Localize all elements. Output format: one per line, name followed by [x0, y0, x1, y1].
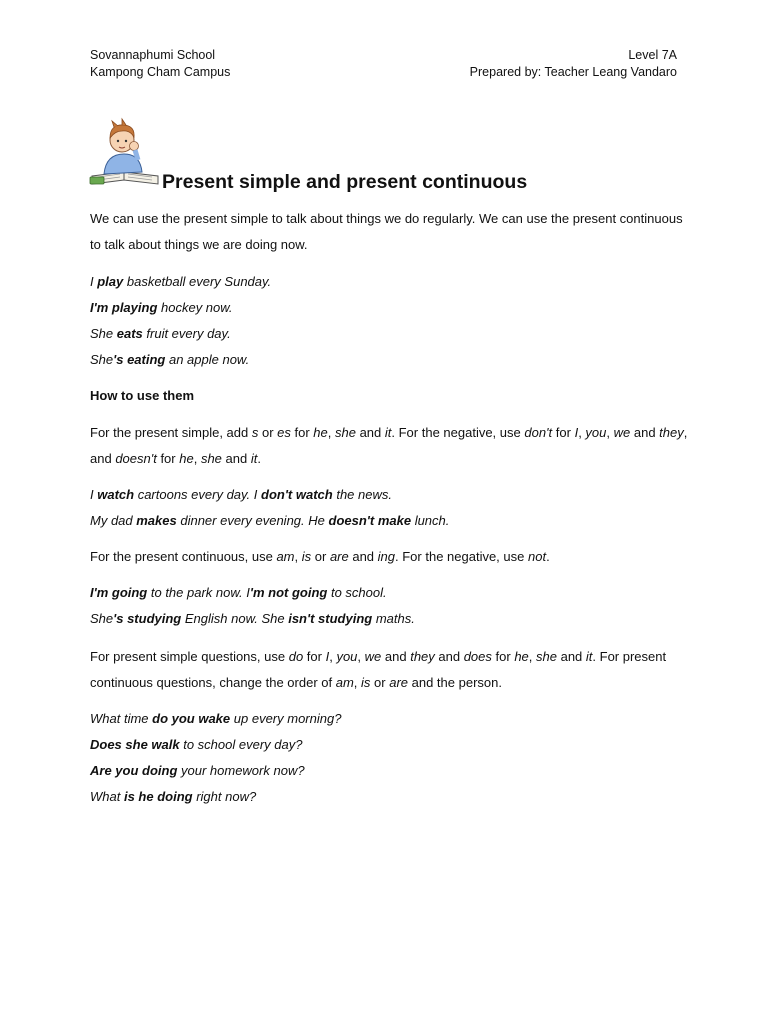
text-segment: What time	[90, 711, 153, 726]
text-segment: and	[221, 451, 251, 466]
text-segment: an apple now.	[165, 352, 250, 367]
italic-term: he	[313, 425, 328, 440]
example-sentence	[90, 487, 392, 502]
text-segment: right now?	[192, 789, 257, 804]
text-segment: She	[90, 326, 117, 341]
boy-reading-illustration	[88, 116, 162, 190]
text-segment: cartoons every day. I	[134, 487, 262, 502]
italic-term: she	[536, 649, 557, 664]
text-segment: ,	[357, 649, 365, 664]
text-segment: My dad	[90, 513, 137, 528]
text-segment: She	[90, 611, 114, 626]
text-segment: or	[311, 549, 330, 564]
text-segment: basketball every Sunday.	[123, 274, 272, 289]
italic-term: she	[200, 451, 222, 466]
bold-verb-phrase: watch	[97, 487, 135, 502]
text-segment: for	[303, 649, 326, 664]
italic-term: ing	[377, 549, 396, 564]
italic-term: s	[251, 425, 259, 440]
italic-term: not	[527, 549, 547, 564]
example-sentence	[90, 513, 449, 528]
bold-verb-phrase: doesn't make	[328, 513, 412, 528]
text-segment: I	[90, 274, 98, 289]
text-segment: maths.	[372, 611, 415, 626]
text-segment: ,	[294, 549, 302, 564]
bold-verb-phrase: play	[97, 274, 124, 289]
example-sentence	[90, 326, 231, 341]
text-segment: ,	[578, 425, 586, 440]
header-left	[90, 47, 230, 81]
text-segment: and	[630, 425, 660, 440]
intro-line-1: We can use the present simple to talk about things we do regularly. We can use the present continuous	[90, 211, 683, 226]
text-segment: up every morning?	[230, 711, 342, 726]
italic-term: am	[276, 549, 295, 564]
text-segment: ,	[353, 675, 362, 690]
bold-verb-phrase: makes	[136, 513, 177, 528]
italic-term: are	[329, 549, 349, 564]
text-segment: to school.	[327, 585, 387, 600]
text-segment: .	[546, 549, 550, 564]
italic-term: it	[384, 425, 392, 440]
example-question	[90, 763, 305, 778]
italic-term: is	[361, 675, 371, 690]
text-segment: for	[290, 425, 314, 440]
text-segment: ,	[329, 649, 337, 664]
text-segment: . For the negative, use	[395, 549, 528, 564]
text-segment: ,	[606, 425, 614, 440]
rule-present-simple-line-1	[90, 425, 687, 440]
italic-term: we	[364, 649, 382, 664]
text-segment: for	[552, 425, 575, 440]
text-segment: to school every day?	[179, 737, 303, 752]
text-segment: dinner every evening. He	[176, 513, 329, 528]
example-sentence	[90, 300, 233, 315]
text-segment: . For the negative, use	[391, 425, 525, 440]
text-segment: and	[355, 425, 385, 440]
example-sentence	[90, 352, 249, 367]
bold-verb-phrase: I'm playing	[90, 300, 158, 315]
italic-term: does	[463, 649, 492, 664]
text-segment: to the park now. I	[147, 585, 250, 600]
bold-verb-phrase: 's studying	[113, 611, 182, 626]
text-segment: your homework now?	[177, 763, 305, 778]
rule-present-simple-line-2	[90, 451, 261, 466]
italic-term: we	[613, 425, 631, 440]
italic-term: I	[325, 649, 330, 664]
bold-verb-phrase: don't watch	[261, 487, 333, 502]
text-segment: lunch.	[411, 513, 450, 528]
text-segment: English now. She	[181, 611, 289, 626]
example-question	[90, 789, 256, 804]
bold-verb-phrase: do you wake	[152, 711, 231, 726]
italic-term: are	[389, 675, 409, 690]
text-segment: ,	[528, 649, 537, 664]
text-segment: for	[491, 649, 515, 664]
example-sentence	[90, 585, 387, 600]
text-segment: What	[90, 789, 124, 804]
italic-term: she	[335, 425, 356, 440]
italic-term: I	[574, 425, 579, 440]
italic-term: they	[659, 425, 684, 440]
text-segment: For the present continuous, use	[90, 549, 277, 564]
italic-term: is	[301, 549, 312, 564]
text-segment: the news.	[332, 487, 392, 502]
text-segment: ,	[193, 451, 201, 466]
text-segment: and	[556, 649, 586, 664]
text-segment: I	[90, 487, 98, 502]
italic-term: am	[335, 675, 354, 690]
rule-questions-line-2	[90, 675, 502, 690]
italic-term: don't	[524, 425, 553, 440]
rule-questions-line-1	[90, 649, 666, 664]
italic-term: you	[336, 649, 358, 664]
italic-term: you	[585, 425, 607, 440]
text-segment: and	[434, 649, 464, 664]
italic-term: he	[514, 649, 529, 664]
text-segment: or	[258, 425, 278, 440]
bold-verb-phrase: is he doing	[123, 789, 193, 804]
text-segment: ,	[327, 425, 335, 440]
example-sentence	[90, 611, 415, 626]
italic-term: they	[410, 649, 435, 664]
bold-verb-phrase: 'm not going	[249, 585, 328, 600]
text-segment: . For present	[592, 649, 667, 664]
bold-verb-phrase: eats	[116, 326, 143, 341]
text-segment: or	[370, 675, 390, 690]
text-segment: ,	[683, 425, 688, 440]
page-title: Present simple and present continuous	[162, 171, 528, 193]
text-segment: and	[381, 649, 411, 664]
bold-verb-phrase: Does she walk	[90, 737, 180, 752]
section-subheading: How to use them	[90, 388, 195, 403]
campus-name: Kampong Cham Campus	[90, 65, 231, 79]
bold-verb-phrase: I'm going	[90, 585, 148, 600]
italic-term: do	[288, 649, 304, 664]
example-question	[90, 737, 302, 752]
text-segment: For present simple questions, use	[90, 649, 289, 664]
italic-term: doesn't	[115, 451, 157, 466]
text-segment: She	[90, 352, 114, 367]
italic-term: it	[585, 649, 593, 664]
example-question	[90, 711, 341, 726]
rule-present-continuous	[90, 549, 550, 564]
prepared-by: Prepared by: Teacher Leang Vandaro	[469, 65, 677, 79]
text-segment: and	[348, 549, 378, 564]
text-segment: fruit every day.	[142, 326, 231, 341]
example-sentence	[90, 274, 271, 289]
intro-line-2: to talk about things we are doing now.	[90, 237, 308, 252]
school-name: Sovannaphumi School	[90, 48, 216, 62]
italic-term: es	[277, 425, 291, 440]
bold-verb-phrase: Are you doing	[90, 763, 178, 778]
text-segment: and	[90, 451, 116, 466]
text-segment: for	[156, 451, 180, 466]
text-segment: and the person.	[408, 675, 502, 690]
bold-verb-phrase: isn't studying	[288, 611, 373, 626]
text-segment: hockey now.	[157, 300, 233, 315]
italic-term: it	[250, 451, 258, 466]
text-segment: continuous questions, change the order of	[90, 675, 336, 690]
level-label: Level 7A	[628, 48, 677, 62]
text-segment: For the present simple, add	[90, 425, 252, 440]
text-segment: .	[257, 451, 261, 466]
header-right	[470, 47, 677, 81]
bold-verb-phrase: 's eating	[113, 352, 166, 367]
italic-term: he	[179, 451, 194, 466]
